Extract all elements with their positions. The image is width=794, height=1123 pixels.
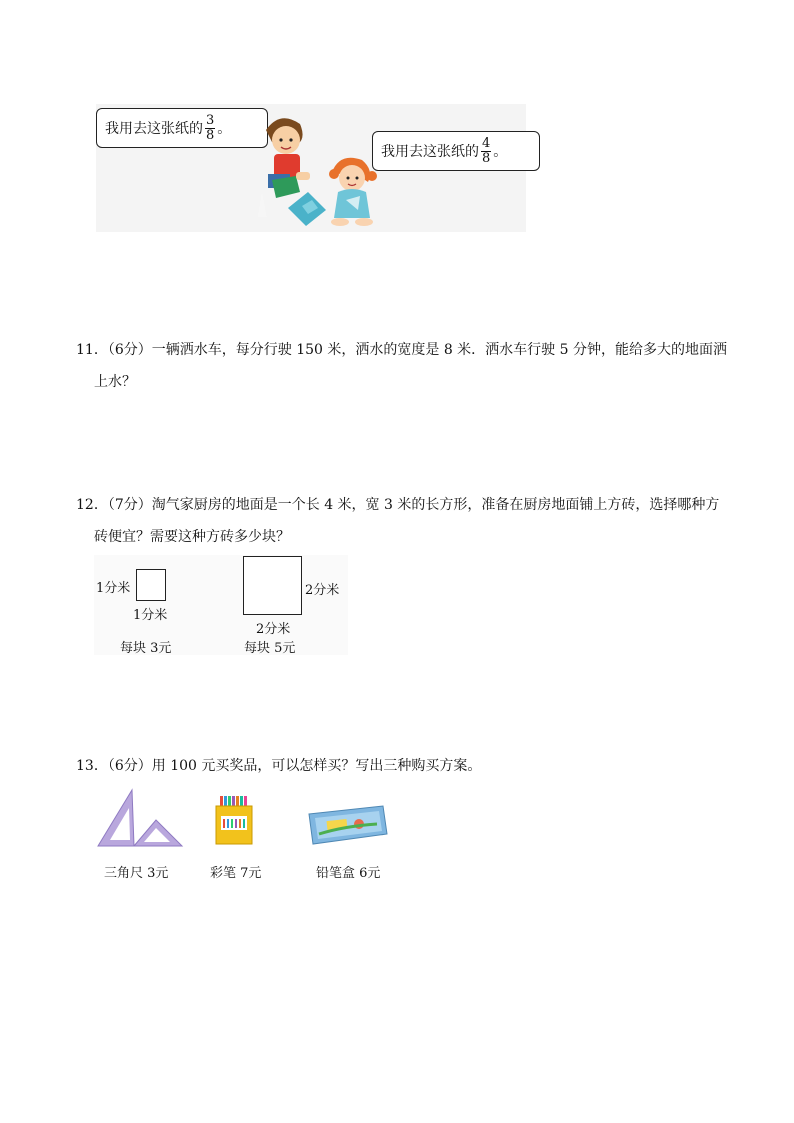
item-label-pencil-case: 铅笔盒 6元	[316, 866, 381, 881]
q13-line1	[76, 756, 481, 776]
boy-fraction	[205, 114, 215, 143]
pencil-case-image	[305, 804, 389, 846]
item-label-crayons: 彩笔 7元	[210, 866, 262, 881]
large-tile	[243, 556, 302, 615]
large-tile-side-right: 2分米	[305, 583, 340, 598]
girl-fraction-numerator: 4	[482, 135, 491, 151]
q12-line1	[76, 495, 719, 515]
girl-speech-end: 。	[493, 144, 508, 160]
girl-figure	[326, 152, 382, 232]
q13-score: （6分）	[107, 758, 152, 774]
item-label-ruler: 三角尺 3元	[104, 866, 169, 881]
q11-score: （6分）	[107, 342, 152, 358]
q11-line1	[76, 340, 727, 360]
paper-pieces	[282, 186, 332, 230]
small-tile-side-left: 1分米	[96, 581, 131, 596]
q11-number: 11．	[76, 342, 108, 358]
small-tile-side-bottom: 1分米	[133, 608, 168, 623]
girl-fraction-denominator: 8	[482, 150, 491, 166]
small-tile	[136, 569, 166, 601]
boy-fraction-numerator: 3	[206, 112, 215, 128]
large-tile-price: 每块 5元	[244, 641, 296, 656]
large-tile-side-bottom: 2分米	[256, 622, 291, 637]
girl-speech-bubble	[372, 131, 540, 171]
q12-line2	[94, 527, 290, 547]
girl-fraction	[481, 137, 491, 166]
q12-number: 12．	[76, 497, 108, 513]
boy-fraction-denominator: 8	[206, 127, 215, 143]
boy-speech-end: 。	[217, 121, 232, 137]
small-tile-price: 每块 3元	[120, 641, 172, 656]
girl-speech-text: 我用去这张纸的	[381, 144, 479, 160]
q12-score: （7分）	[107, 497, 152, 513]
q11-text-line1: 一辆洒水车，每分行驶 150 米，洒水的宽度是 8 米．洒水车行驶 5 分钟，能给多大的地面洒	[151, 342, 727, 358]
triangle-ruler-image	[96, 788, 186, 850]
q11-line2	[94, 372, 136, 392]
q13-text: 用 100 元买奖品，可以怎样买？写出三种购买方案。	[151, 758, 482, 774]
boy-speech-text: 我用去这张纸的	[105, 121, 203, 137]
q12-text-line2: 砖便宜？需要这种方砖多少块？	[94, 529, 290, 545]
crayon-box-image	[212, 794, 256, 846]
boy-speech-bubble	[96, 108, 268, 148]
q11-text-line2: 上水？	[94, 374, 136, 390]
q13-number: 13．	[76, 758, 108, 774]
q12-text-line1: 淘气家厨房的地面是一个长 4 米，宽 3 米的长方形，准备在厨房地面铺上方砖，选择哪种方	[151, 497, 720, 513]
